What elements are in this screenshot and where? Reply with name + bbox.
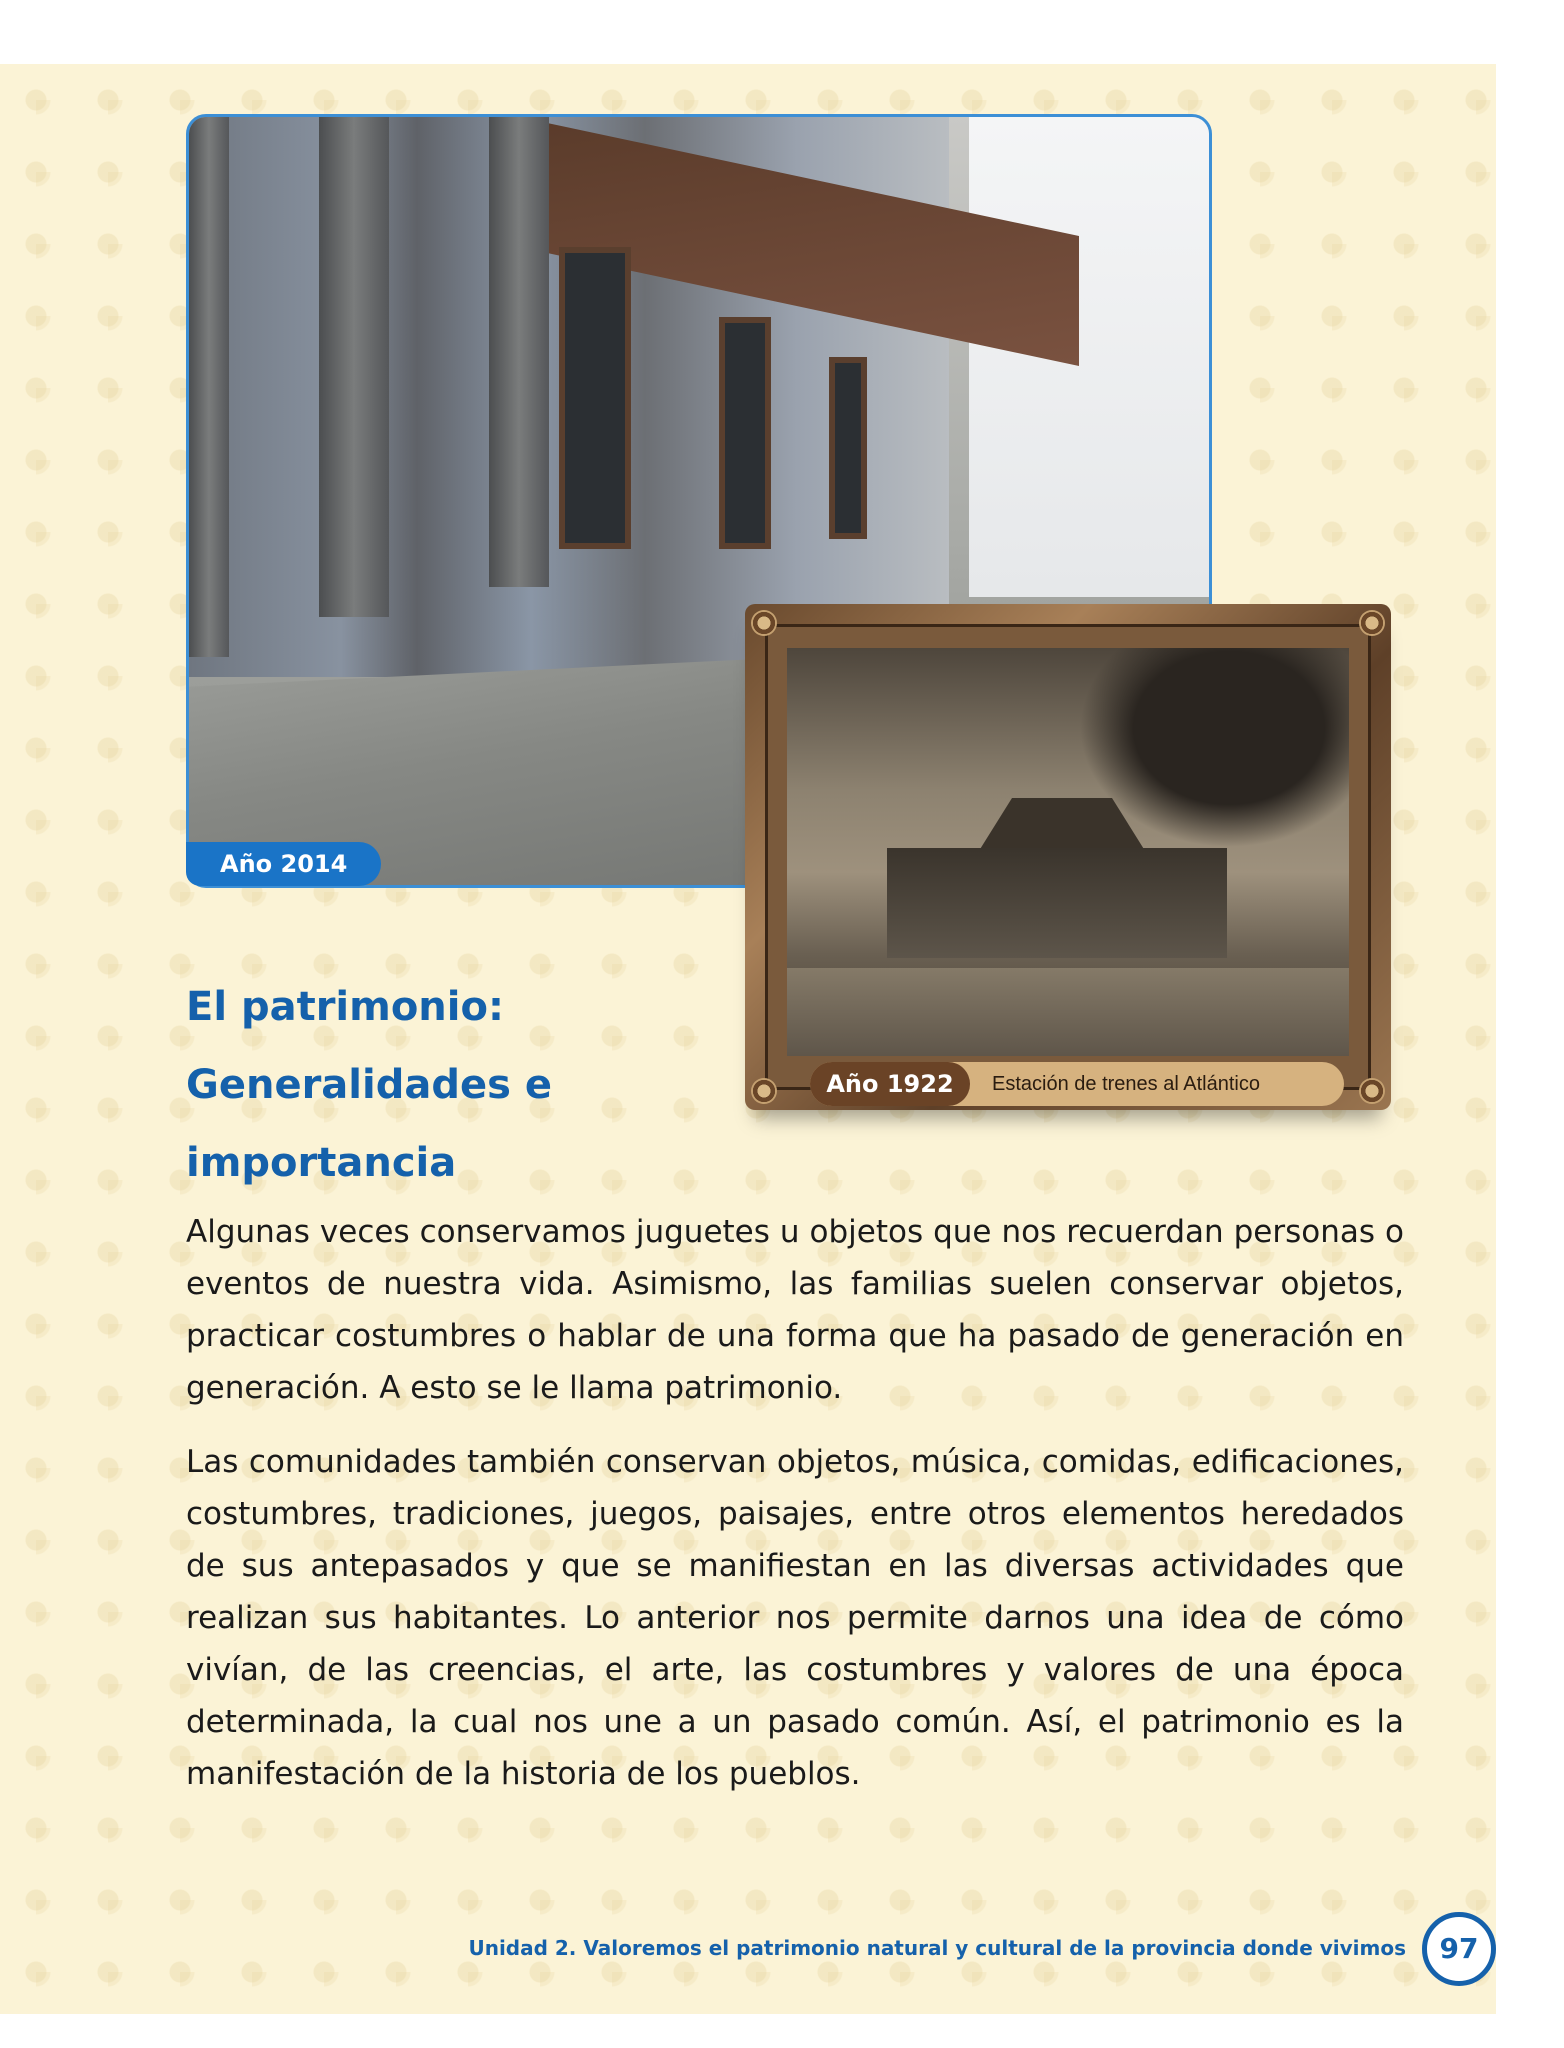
page-number: 97 <box>1422 1912 1496 1986</box>
photo-ground <box>787 968 1349 1056</box>
title-line: Generalidades e <box>186 1062 552 1108</box>
photo-station-building <box>887 848 1227 958</box>
year-badge-2014: Año 2014 <box>186 842 381 886</box>
photo-column <box>189 117 229 657</box>
photo-window <box>719 317 771 549</box>
paragraph: Algunas veces conservamos juguetes u objetos que nos recuerdan personas o eventos de nuestra vida. Asimismo, las familias suelen conservar objetos, practicar costumbres o hablar de una forma que ha pasado de generación en generación. A esto se le llama patrimonio. <box>186 1214 1404 1406</box>
photo-caption-1922 <box>810 1062 1344 1106</box>
frame-corner-ornament <box>1359 1078 1385 1104</box>
section-title <box>186 968 706 1202</box>
photo-column <box>319 117 389 617</box>
photo-frame-1922 <box>745 604 1391 1110</box>
body-text <box>186 1206 1404 1822</box>
photo-column <box>489 117 549 587</box>
photo-station-1922 <box>787 648 1349 1056</box>
title-line: El patrimonio: <box>186 984 504 1030</box>
title-line: importancia <box>186 1140 457 1186</box>
frame-corner-ornament <box>751 1078 777 1104</box>
paragraph: Las comunidades también conservan objetos, música, comidas, edificaciones, costumbres, tradiciones, juegos, paisajes, entre otros elementos heredados de sus antepasados y que se manifiestan en las diversas actividades que realizan sus habitantes. Lo anterior nos permite darnos una idea de cómo vivían, de las creencias, el arte, las costumbres y valores de una época determinada, la cual nos une a un pasado común. Así, el patrimonio es la manifestación de la historia de los pueblos. <box>186 1444 1404 1792</box>
caption-text: Estación de trenes al Atlántico <box>992 1073 1260 1095</box>
footer-unit-text: Unidad 2. Valoremos el patrimonio natural y cultural de la provincia donde vivimos <box>468 1936 1406 1960</box>
year-badge-1922: Año 1922 <box>810 1062 970 1106</box>
frame-corner-ornament <box>1359 610 1385 636</box>
photo-window <box>829 357 867 539</box>
photo-sky <box>969 117 1209 597</box>
photo-window <box>559 247 631 549</box>
frame-corner-ornament <box>751 610 777 636</box>
